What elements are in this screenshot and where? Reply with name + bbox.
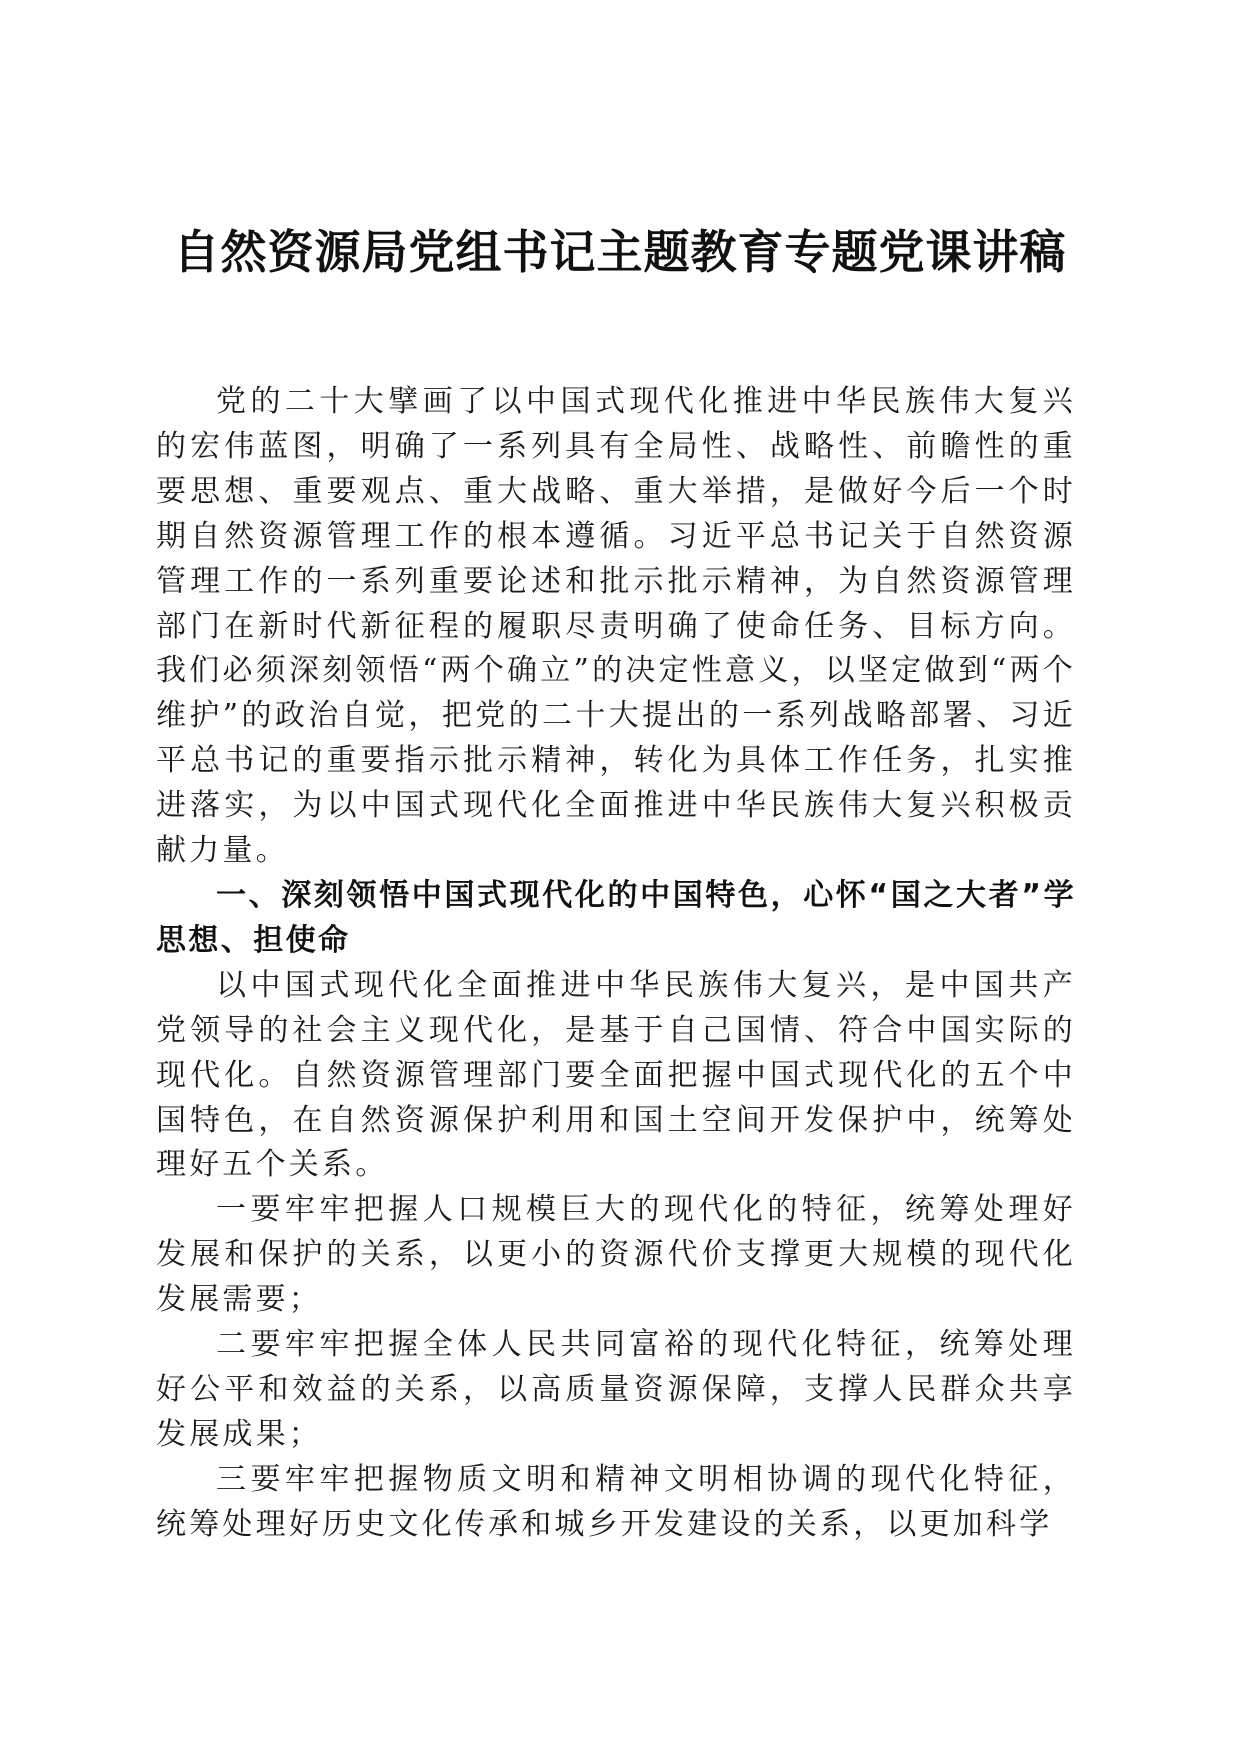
point-3-paragraph: 三要牢牢把握物质文明和精神文明相协调的现代化特征，统筹处理好历史文化传承和城乡开发建设的关系，以更加科学 xyxy=(156,1461,1076,1542)
section-1-paragraph: 以中国式现代化全面推进中华民族伟大复兴，是中国共产党领导的社会主义现代化，是基于自己国情、符合中国实际的现代化。自然资源管理部门要全面把握中国式现代化的五个中国特色，在自然资源保护利用和国土空间开发保护中，统筹处理好五个关系。 xyxy=(156,967,1076,1183)
document-body xyxy=(156,380,1076,1548)
document-title: 自然资源局党组书记主题教育专题党课讲稿 xyxy=(173,225,1067,279)
point-1-paragraph: 一要牢牢把握人口规模巨大的现代化的特征，统筹处理好发展和保护的关系，以更小的资源代价支撑更大规模的现代化发展需要； xyxy=(156,1192,1076,1318)
section-heading-1: 一、深刻领悟中国式现代化的中国特色，心怀“国之大者”学思想、担使命 xyxy=(156,877,1076,958)
intro-paragraph: 党的二十大擘画了以中国式现代化推进中华民族伟大复兴的宏伟蓝图，明确了一系列具有全局性、战略性、前瞻性的重要思想、重要观点、重大战略、重大举措，是做好今后一个时期自然资源管理工作的根本遵循。习近平总书记关于自然资源管理工作的一系列重要论述和批示批示精神，为自然资源管理部门在新时代新征程的履职尽责明确了使命任务、目标方向。我们必须深刻领悟“两个确立”的决定性意义，以坚定做到“两个维护”的政治自觉，把党的二十大提出的一系列战略部署、习近平总书记的重要指示批示精神，转化为具体工作任务，扎实推进落实，为以中国式现代化全面推进中华民族伟大复兴积极贡献力量。 xyxy=(156,384,1076,869)
point-2-paragraph: 二要牢牢把握全体人民共同富裕的现代化特征，统筹处理好公平和效益的关系，以高质量资源保障，支撑人民群众共享发展成果； xyxy=(156,1327,1076,1452)
